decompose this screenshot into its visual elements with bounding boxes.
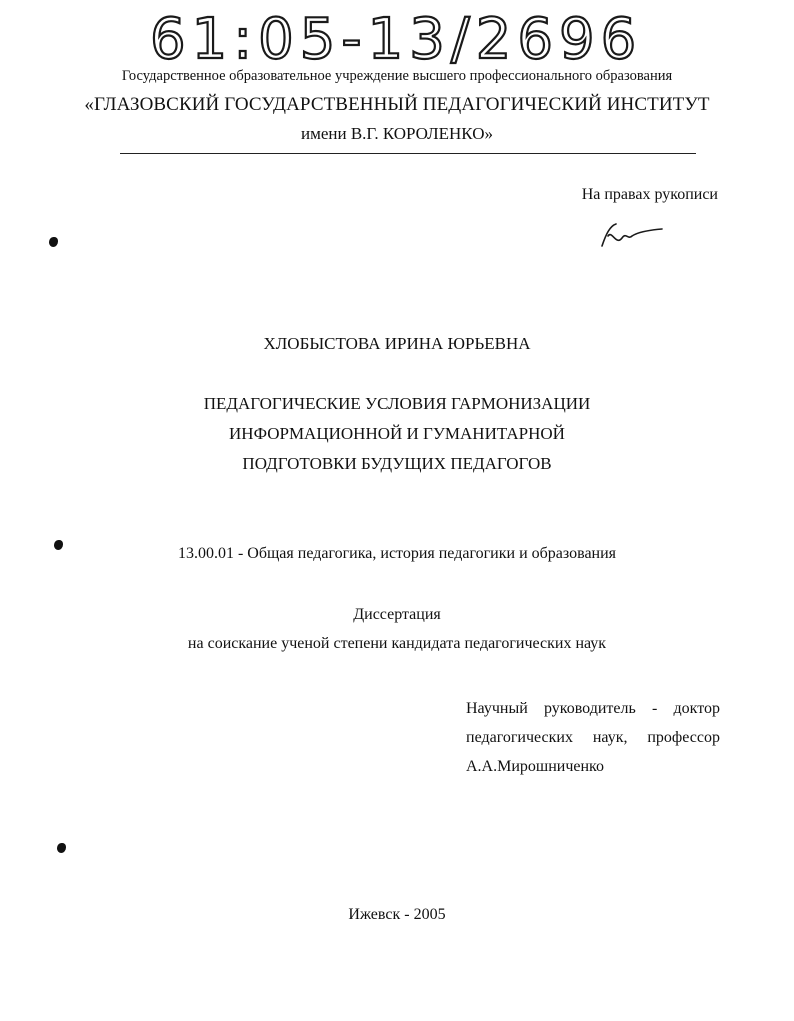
binding-hole-mark — [49, 237, 58, 247]
thesis-title-line: ПЕДАГОГИЧЕСКИЕ УСЛОВИЯ ГАРМОНИЗАЦИИ — [203, 394, 591, 413]
signature-drawing — [598, 220, 664, 250]
degree-sought: на соискание ученой степени кандидата педагогических наук — [187, 635, 607, 652]
institution-name: «ГЛАЗОВСКИЙ ГОСУДАРСТВЕННЫЙ ПЕДАГОГИЧЕСКИЙ ИНСТИТУТ — [84, 94, 710, 115]
header-divider — [120, 153, 696, 154]
signature-scribble — [598, 220, 664, 250]
scientific-supervisor — [466, 694, 720, 781]
supervisor-word: доктор — [673, 700, 720, 717]
institution-named-after: имени В.Г. КОРОЛЕНКО» — [300, 124, 493, 143]
supervisor-line-2 — [466, 723, 720, 752]
author-name: ХЛОБЫСТОВА ИРИНА ЮРЬЕВНА — [263, 334, 531, 353]
thesis-title-line: ПОДГОТОВКИ БУДУЩИХ ПЕДАГОГОВ — [242, 454, 552, 473]
institution-type: Государственное образовательное учреждение высшего профессионального образования — [121, 68, 673, 84]
supervisor-line-1 — [466, 694, 720, 723]
handwritten-archive-code — [150, 2, 670, 72]
thesis-type: Диссертация — [353, 606, 441, 623]
place-and-year: Ижевск - 2005 — [348, 906, 446, 923]
handwritten-code-text: 61:05-13/2696 — [150, 7, 643, 72]
supervisor-word: профессор — [647, 729, 720, 746]
supervisor-word: - — [651, 700, 658, 717]
thesis-title-line: ИНФОРМАЦИОННОЙ И ГУМАНИТАРНОЙ — [229, 424, 565, 443]
binding-hole-mark — [57, 843, 66, 853]
manuscript-rights-label: На правах рукописи — [581, 186, 718, 203]
handwritten-code-drawing — [150, 2, 670, 72]
specialty-code: 13.00.01 - Общая педагогика, история педагогики и образования — [177, 545, 617, 562]
supervisor-word: Научный — [466, 700, 528, 717]
supervisor-word: педагогических — [466, 729, 573, 746]
supervisor-name: А.А.Мирошниченко — [466, 758, 605, 775]
supervisor-word: руководитель — [543, 700, 636, 717]
supervisor-word: наук, — [592, 729, 628, 746]
